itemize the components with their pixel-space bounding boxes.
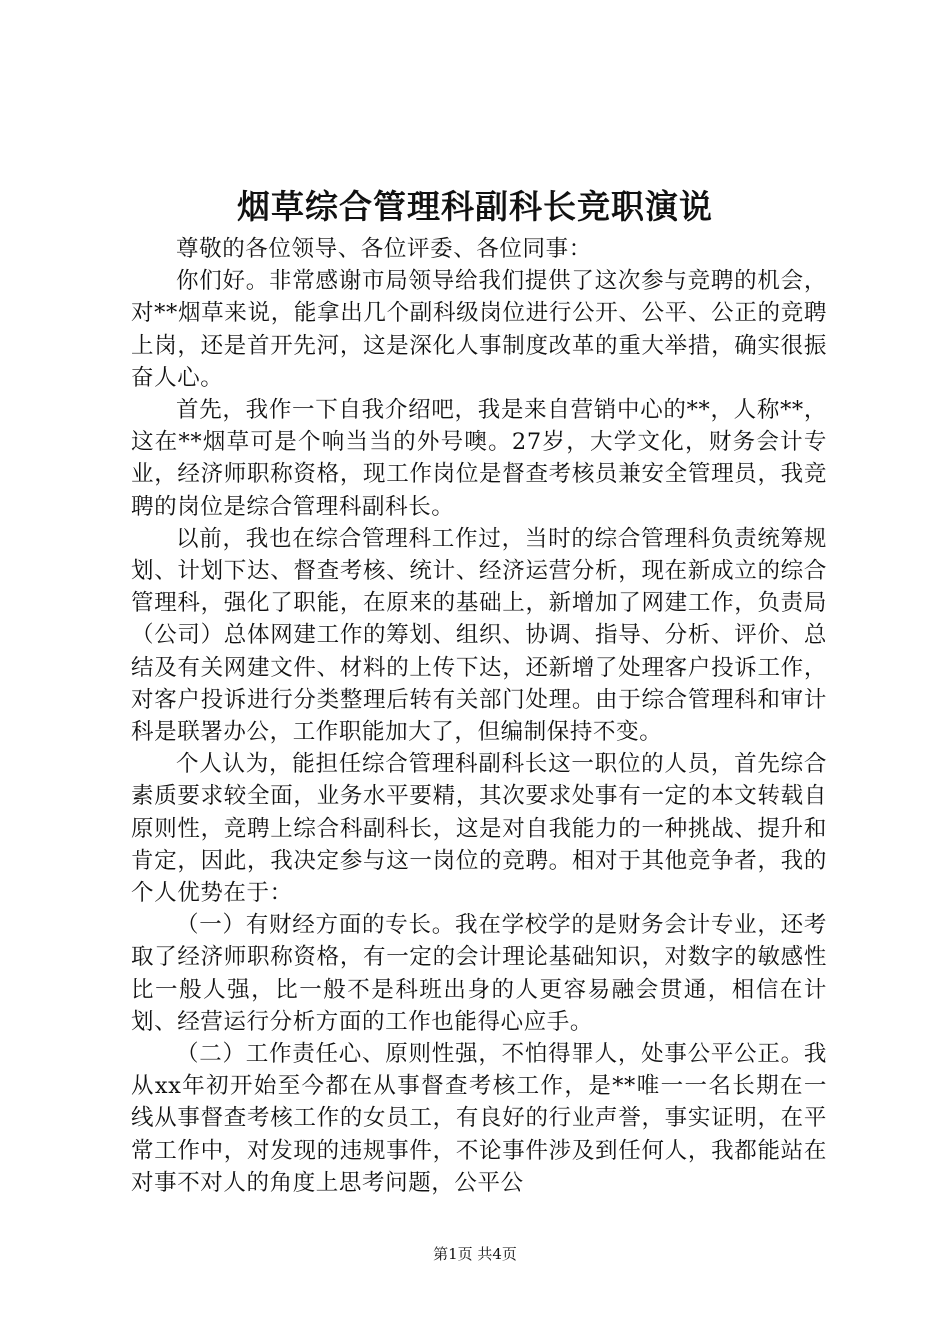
paragraph-salutation: 尊敬的各位领导、各位评委、各位同事： [176, 236, 592, 262]
document-title: 烟草综合管理科副科长竞职演说 [237, 187, 713, 226]
paragraph-self-introduction: 首先，我作一下自我介绍吧，我是来自营销中心的**，人称**，这在**烟草可是个响当当的外号噢。27岁，大学文化，财务会计专业，经济师职称资格，现工作岗位是督查考核员兼安全管理员，我竞聘的岗位是综合管理科副科长。 [131, 397, 827, 520]
paragraph-personal-view: 个人认为，能担任综合管理科副科长这一职位的人员，首先综合素质要求较全面，业务水平要精，其次要求处事有一定的本文转载自原则性，竞聘上综合科副科长，这是对自我能力的一种挑战、提升和肯定，因此，我决定参与这一岗位的竞聘。相对于其他竞争者，我的个人优势在于： [131, 751, 827, 907]
page-number-footer: 第1页 共4页 [433, 1245, 517, 1263]
document-body [131, 233, 827, 1199]
paragraph-department-duties: 以前，我也在综合管理科工作过，当时的综合管理科负责统筹规划、计划下达、督查考核、统计、经济运营分析，现在新成立的综合管理科，强化了职能，在原来的基础上，新增加了网建工作，负责局（公司）总体网建工作的筹划、组织、协调、指导、分析、评价、总结及有关网建文件、材料的上传下达，还新增了处理客户投诉工作，对客户投诉进行分类整理后转有关部门处理。由于综合管理科和审计科是联署办公，工作职能加大了，但编制保持不变。 [131, 525, 827, 746]
paragraph-advantage-one: （一）有财经方面的专长。我在学校学的是财务会计专业，还考取了经济师职称资格，有一定的会计理论基础知识，对数字的敏感性比一般人强，比一般不是科班出身的人更容易融会贯通，相信在计划、经营运行分析方面的工作也能得心应手。 [131, 912, 827, 1035]
paragraph-advantage-two: （二）工作责任心、原则性强，不怕得罪人，处事公平公正。我从xx年初开始至今都在从事督查考核工作，是**唯一一名长期在一线从事督查考核工作的女员工，有良好的行业声誉，事实证明，在平常工作中，对发现的违规事件，不论事件涉及到任何人，我都能站在对事不对人的角度上思考问题，公平公 [131, 1041, 827, 1196]
paragraph-greeting: 你们好。非常感谢市局领导给我们提供了这次参与竞聘的机会，对**烟草来说，能拿出几个副科级岗位进行公开、公平、公正的竞聘上岗，还是首开先河，这是深化人事制度改革的重大举措，确实很振奋人心。 [131, 268, 827, 391]
